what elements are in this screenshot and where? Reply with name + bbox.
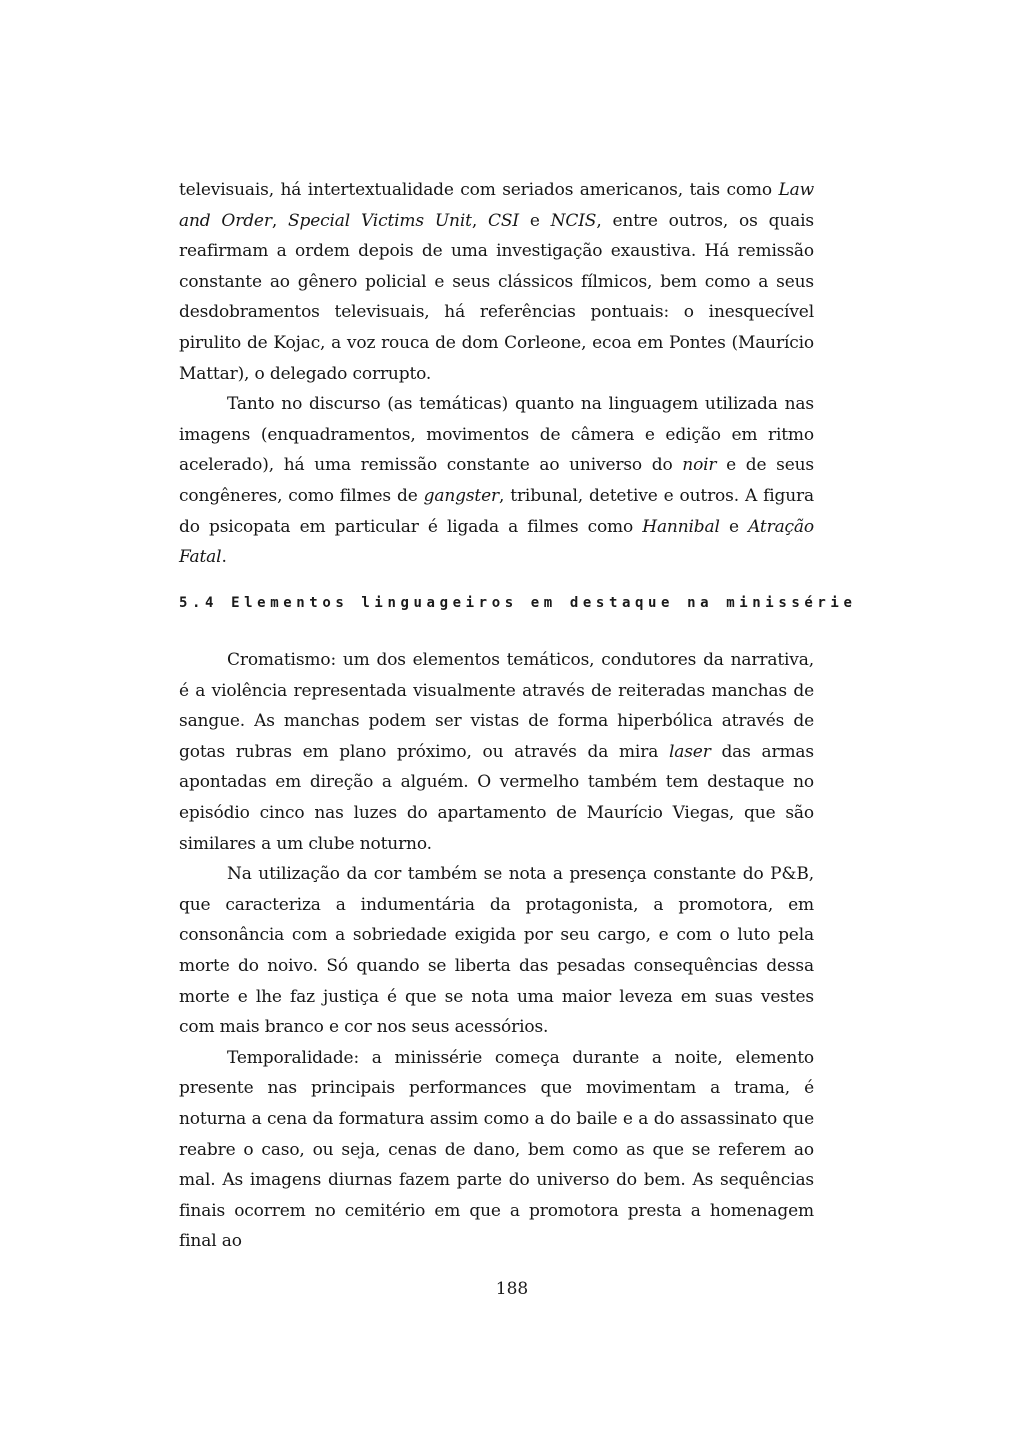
paragraph-color-usage [179, 859, 814, 1043]
text-run: Cromatismo: um dos elementos temáticos, condutores da narrativa, é a violência representada visualmente através de reiteradas manchas de sangue. As manchas podem ser vistas de forma hiperbólica através de gotas rubras em plano próximo, ou através da mira [179, 650, 814, 762]
italic-term: CSI [488, 210, 519, 231]
text-run: Temporalidade: a minissérie começa durante a noite, elemento presente nas principais performances que movimentam a trama, é noturna a cena da formatura assim como a do baile e a do assassinato que reabre o caso, ou seja, cenas de dano, bem como as que se referem ao mal. As imagens diurnas fazem parte do universo do bem. As sequências finais ocorrem no cemitério em que a promotora presta a homenagem final ao [179, 1047, 814, 1252]
text-run: televisuais, há intertextualidade com seriados americanos, tais como [179, 180, 779, 200]
italic-term: laser [668, 741, 711, 762]
text-run: e [719, 516, 749, 537]
text-run: , [271, 210, 288, 231]
text-block-top [179, 175, 814, 573]
text-run: , tribunal, detetive e outros. A figura do psicopata em particular é ligada a filmes como [179, 485, 814, 537]
text-block-bottom [179, 645, 814, 1257]
text-run: , entre outros, os quais reafirmam a ordem depois de uma investigação exaustiva. Há remissão constante ao gênero policial e seus clássicos fílmicos, bem como a seus desdobramentos televisuais, há referências pontuais: o inesquecível pirulito de Kojac, a voz rouca de dom Corleone, ecoa em Pontes (Maurício Mattar), o delegado corrupto. [179, 210, 814, 384]
text-run: , [471, 210, 488, 231]
text-run: . [221, 547, 227, 568]
text-run: e [518, 210, 551, 231]
section-heading: 5.4 Elementos linguageiros em destaque na minissérie [179, 595, 857, 611]
paragraph-noir-references [179, 389, 814, 573]
text-run: e de seus congêneres, como filmes de [179, 455, 814, 506]
italic-term: NCIS [550, 210, 597, 231]
paragraph-cromatismo [179, 645, 814, 859]
page-number: 188 [495, 1279, 529, 1299]
italic-term: Law and Order [179, 180, 814, 231]
paragraph-temporalidade [179, 1043, 814, 1257]
paragraph-intertextuality [179, 175, 814, 389]
italic-term: Special Victims Unit [287, 210, 472, 231]
italic-term: gangster [423, 485, 500, 506]
text-run: Tanto no discurso (as temáticas) quanto na linguagem utilizada nas imagens (enquadramentos, movimentos de câmera e edição em ritmo acelerado), há uma remissão constante ao universo do [179, 394, 814, 476]
italic-term: Hannibal [642, 516, 720, 537]
italic-term: Atração Fatal [179, 516, 814, 568]
text-run: Na utilização da cor também se nota a presença constante do P&B, que caracteriza a indumentária da protagonista, a promotora, em consonância com a sobriedade exigida por seu cargo, e com o luto pela morte do noivo. Só quando se liberta das pesadas consequências dessa morte e lhe faz justiça é que se nota uma maior leveza em suas vestes com mais branco e cor nos seus acessórios. [179, 864, 814, 1038]
text-run: das armas apontadas em direção a alguém. O vermelho também tem destaque no episódio cinco nas luzes do apartamento de Maurício Viegas, que são similares a um clube noturno. [179, 741, 814, 854]
italic-term: noir [682, 455, 717, 476]
